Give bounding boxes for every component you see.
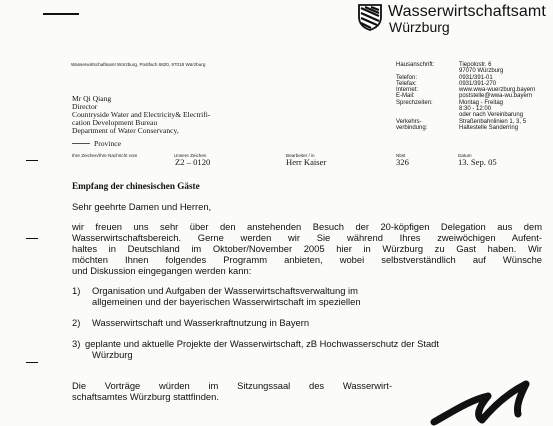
salutation: Sehr geehrte Damen und Herren, xyxy=(72,201,212,212)
info-value: Tiepolostr. 6 xyxy=(459,62,492,68)
recipient-address xyxy=(72,95,210,135)
list-item-line: allgemeinen und der bayerischen Wasserwirtschaft im speziellen xyxy=(92,296,361,307)
info-value: oder nach Vereinbarung xyxy=(459,112,524,119)
info-label: Telefax: xyxy=(396,80,417,87)
info-value: Straßenbahnlinien 1, 3, 5 xyxy=(459,118,527,125)
recipient-line: cation Development Bureau xyxy=(72,117,158,127)
info-value: 0931/391-01 xyxy=(459,74,493,81)
paragraph-line: möchten Ihnen folgendes Programm anbieten, wobei selbstverständlich auf Wünsche xyxy=(72,254,542,265)
paragraph-line: und Diskussion eingegangen werden kann: xyxy=(72,265,252,276)
paragraph-line: haltes in Deutschland im Oktober/November 2005 hier in Würzburg zu Gast haben. Wir xyxy=(72,243,542,254)
recipient-line: Mr Qi Qiang xyxy=(72,94,112,103)
fold-mark xyxy=(26,160,38,161)
closing-paragraph xyxy=(72,380,392,402)
info-value: poststelle@wwa-wu.bayern xyxy=(459,93,533,100)
info-label: E-Mail: xyxy=(396,93,415,100)
ref-label-our-ref: Unsere Zeichen xyxy=(174,153,207,158)
signature-mark xyxy=(430,378,540,426)
list-item-number: 1) xyxy=(72,285,81,296)
paragraph-line: Wasserwirtschaftsbereich. Gerne werden wir Sie während Ihres zweiwöchigen Aufent- xyxy=(72,232,542,243)
sender-info-labels xyxy=(396,62,434,131)
ref-label-clerk: Bearbeiter / in xyxy=(286,153,315,158)
info-value: 97070 Würzburg xyxy=(459,68,504,75)
recipient-province: Province xyxy=(94,139,121,148)
list-item-line: geplante und aktuelle Projekte der Wasserwirtschaft, zB Hochwasserschutz der Stadt xyxy=(85,338,439,349)
ref-label-your-ref: Ihre Zeichen/Ihre Nachricht vom xyxy=(72,153,138,158)
bavaria-coat-of-arms-icon xyxy=(357,3,383,31)
info-value: 0931/391-270 xyxy=(459,80,497,87)
recipient-line: Director xyxy=(72,101,98,111)
ref-extension: 326 xyxy=(396,157,409,167)
paragraph-line: Die Vorträge würden im Sitzungssaal des Wasserwirt- xyxy=(72,380,392,391)
authority-name: Wasserwirtschaftsamt xyxy=(388,3,546,20)
list-item xyxy=(85,338,439,360)
fold-mark xyxy=(26,238,38,239)
info-label: Hausanschrift: xyxy=(396,62,435,68)
redacted-mark xyxy=(72,143,90,144)
fold-mark xyxy=(26,362,38,363)
list-item-line: Wasserwirtschaft und Wasserkraftnutzung in Bayern xyxy=(92,317,310,328)
info-label: Verkehrs- xyxy=(396,118,422,125)
ref-date: 13. Sep. 05 xyxy=(458,157,497,167)
return-address: Wasserwirtschaftsamt Würzburg, Postfach 6820, 97018 Würzburg xyxy=(71,62,206,67)
authority-city: Würzburg xyxy=(389,19,450,35)
paragraph-line: schaftsamtes Würzburg stattfinden. xyxy=(72,391,219,402)
paragraph-line: wir freuen uns sehr über den anstehenden Besuch der 20-köpfigen Delegation aus dem xyxy=(72,221,542,232)
ref-label-date: Datum xyxy=(458,153,472,158)
recipient-line: Countryside Water and Electricity& Electrifi- xyxy=(72,109,211,119)
info-label: Telefon: xyxy=(396,74,418,81)
list-item-number: 2) xyxy=(72,317,81,328)
ref-clerk-name: Herr Kaiser xyxy=(286,157,327,167)
recipient-line: Department of Water Conservancy, xyxy=(72,125,179,135)
ref-label-extension: Nbst xyxy=(396,153,406,158)
header-rule-left xyxy=(43,13,79,15)
list-item xyxy=(92,285,361,307)
intro-paragraph xyxy=(72,221,542,276)
ref-our-reference: Z2 – 0120 xyxy=(175,157,211,167)
info-label: Sprechzeiten: xyxy=(396,99,433,106)
sender-info-values xyxy=(459,62,535,131)
info-label: verbindung: xyxy=(396,124,428,131)
info-label: Internet: xyxy=(396,87,419,94)
info-value: www.wwa-wuerzburg.bayern xyxy=(459,87,536,94)
list-item-line: Organisation und Aufgaben der Wasserwirtschaftsverwaltung im xyxy=(92,285,358,296)
list-item-number: 3) xyxy=(72,338,81,349)
list-item xyxy=(92,317,309,328)
info-value: 8:30 - 12:00 xyxy=(459,106,492,113)
info-value: Haltestelle Sanderring xyxy=(459,124,519,131)
info-value: Montag - Freitag xyxy=(459,99,504,106)
list-item-line: Würzburg xyxy=(92,349,133,360)
letter-subject: Empfang der chinesischen Gäste xyxy=(72,181,200,191)
